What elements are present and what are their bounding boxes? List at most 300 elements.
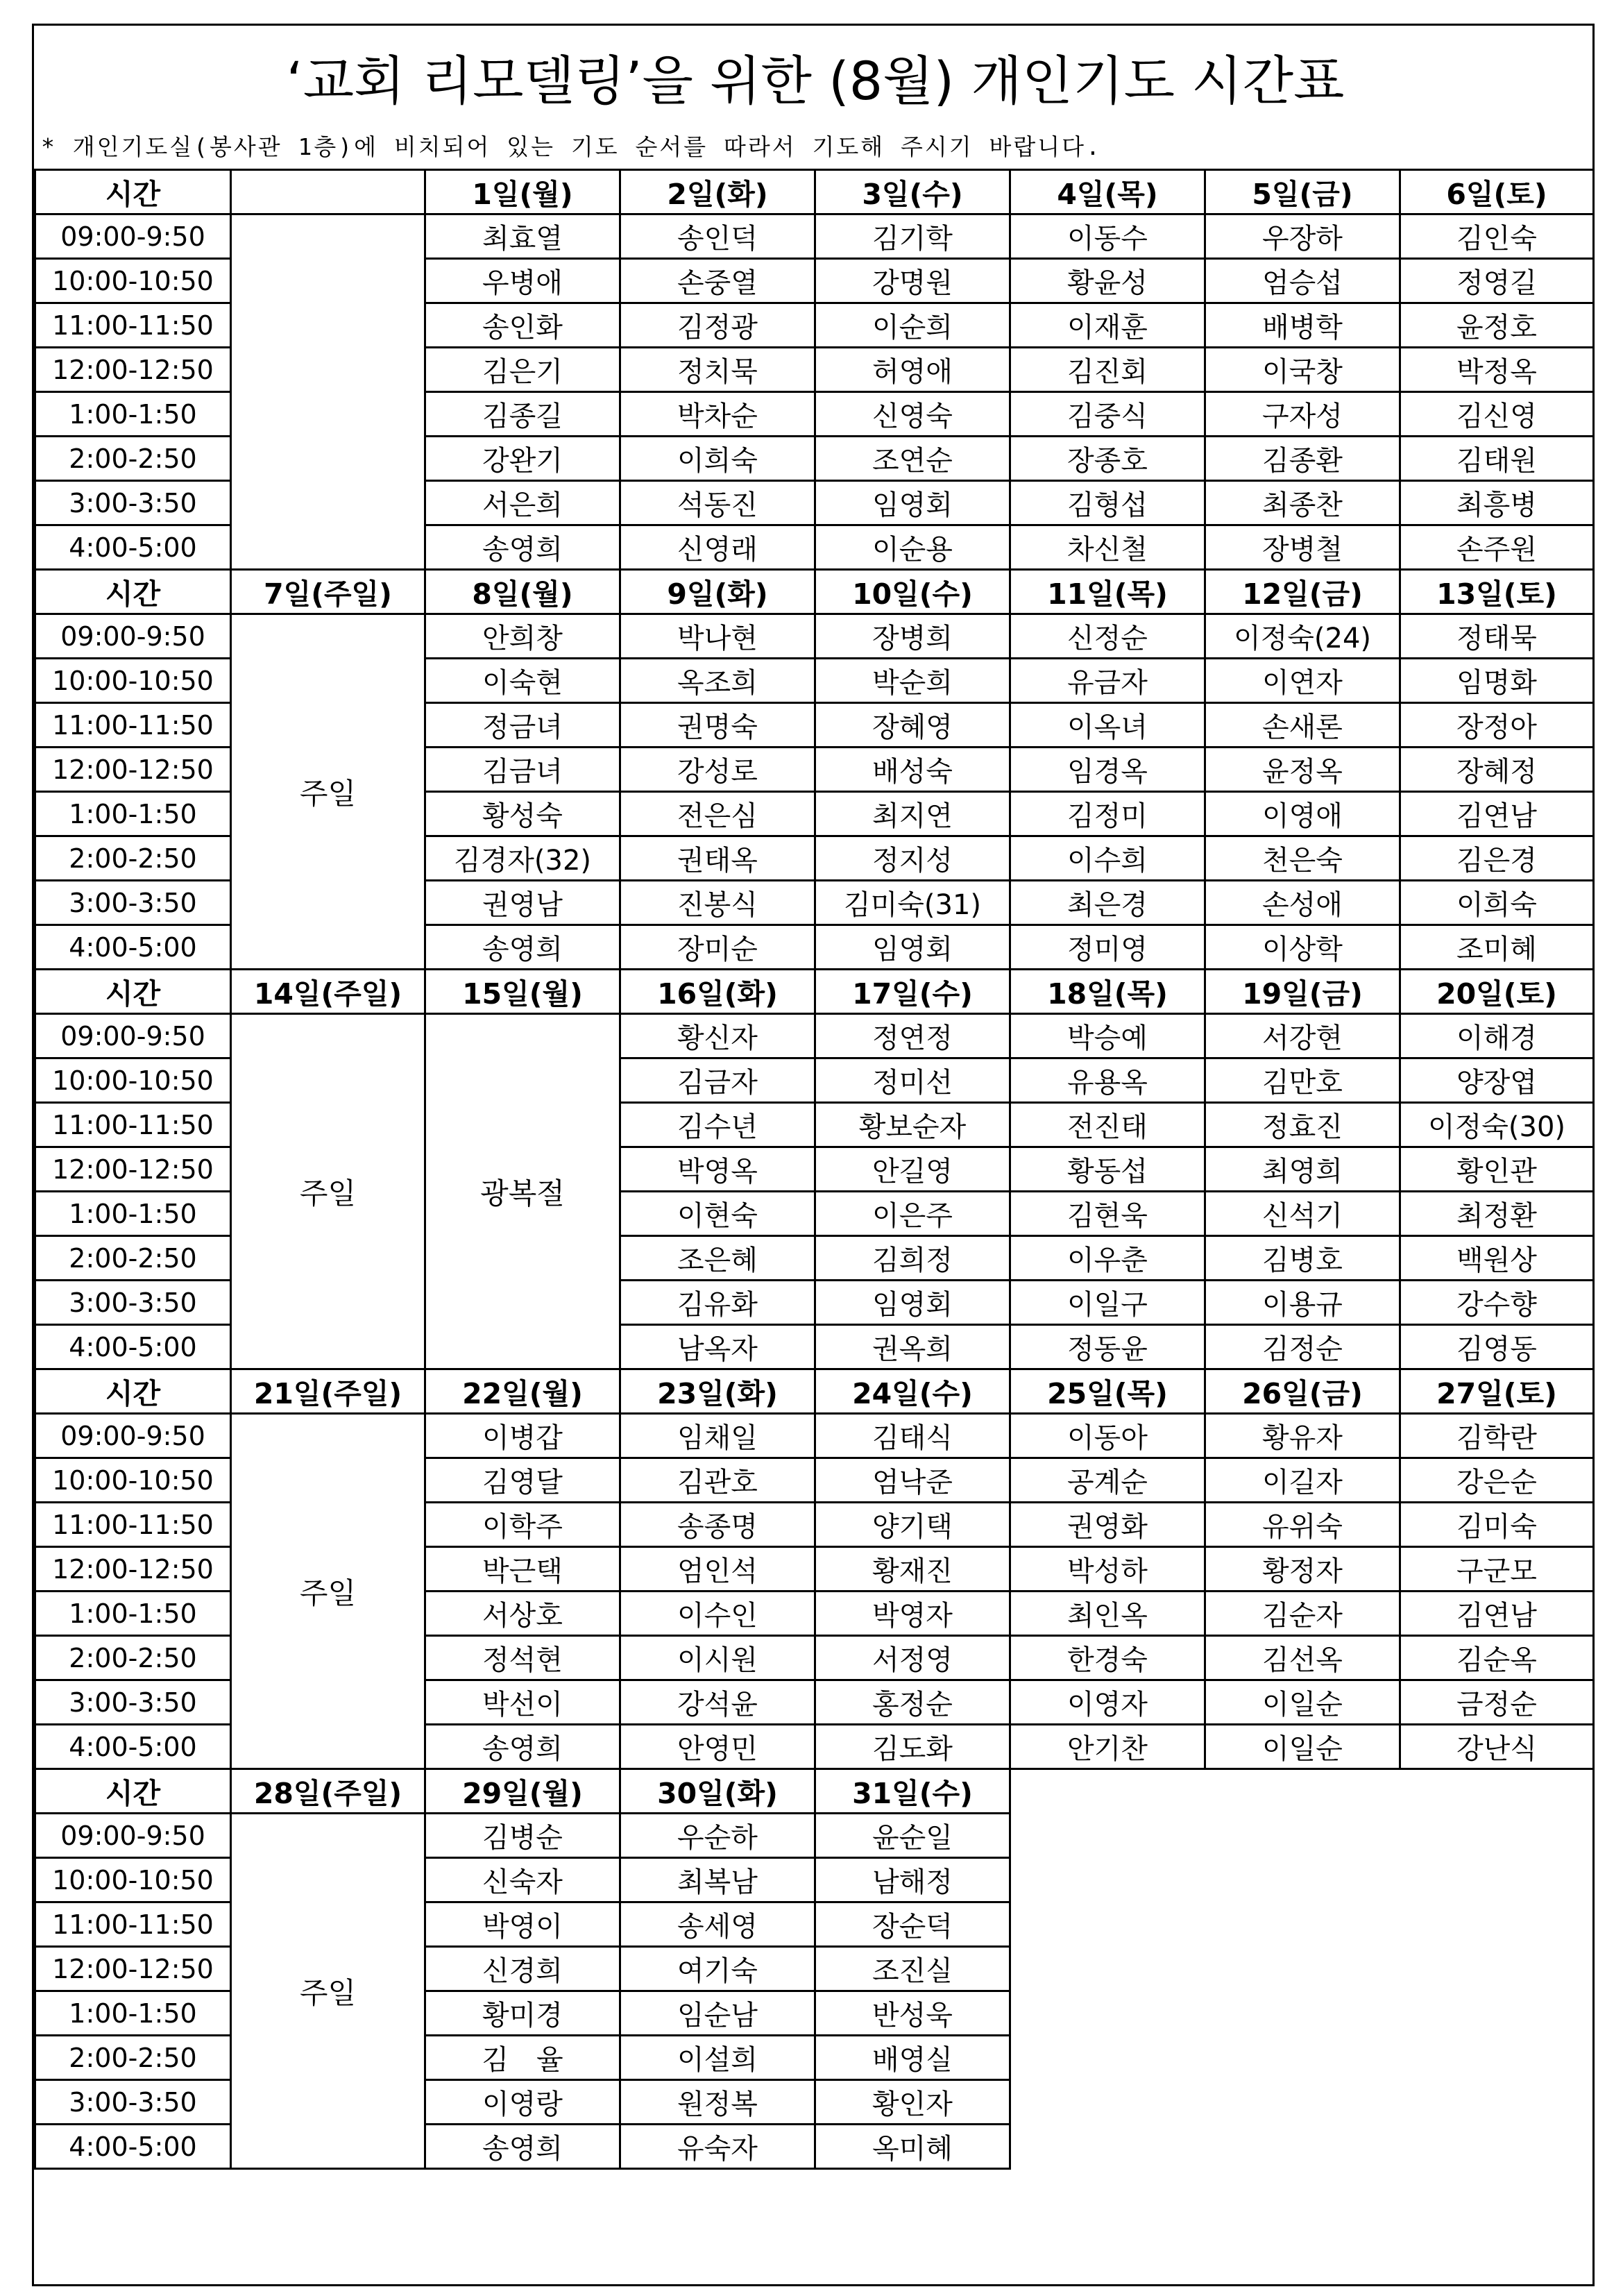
prayer-name-cell: 황성숙 (425, 792, 620, 836)
prayer-name-cell: 김선옥 (1205, 1636, 1400, 1680)
prayer-name-cell: 최지연 (815, 792, 1010, 836)
prayer-name-cell: 이은주 (815, 1192, 1010, 1236)
prayer-name-cell: 김미숙 (1400, 1503, 1594, 1547)
prayer-name-cell: 엄승섭 (1205, 259, 1400, 303)
week-header-row (35, 170, 1594, 214)
time-slot: 3:00-3:50 (35, 1680, 231, 1725)
prayer-name-cell: 김종길 (425, 392, 620, 437)
prayer-name-cell: 김학란 (1400, 1414, 1594, 1458)
prayer-name-cell: 최종찬 (1205, 481, 1400, 525)
prayer-name-cell: 이정숙(24) (1205, 614, 1400, 659)
prayer-name-cell: 송세영 (620, 1902, 815, 1947)
prayer-name-cell: 이연자 (1205, 659, 1400, 703)
time-slot: 12:00-12:50 (35, 348, 231, 392)
prayer-name-cell: 김관호 (620, 1458, 815, 1503)
time-slot: 12:00-12:50 (35, 748, 231, 792)
week-header-row (35, 970, 1594, 1014)
day-header: 20일(토) (1400, 970, 1594, 1014)
prayer-name-cell: 송영희 (425, 925, 620, 970)
day-header: 31일(수) (815, 1769, 1010, 1814)
prayer-name-cell: 정영길 (1400, 259, 1594, 303)
prayer-name-cell: 임경옥 (1010, 748, 1205, 792)
prayer-name-cell: 김순자 (1205, 1592, 1400, 1636)
prayer-name-cell: 김정미 (1010, 792, 1205, 836)
prayer-name-cell: 이일순 (1205, 1680, 1400, 1725)
prayer-name-cell: 황동섭 (1010, 1147, 1205, 1192)
day-header: 25일(목) (1010, 1369, 1205, 1414)
prayer-name-cell: 조연순 (815, 437, 1010, 481)
prayer-name-cell: 여기숙 (620, 1947, 815, 1991)
time-slot: 10:00-10:50 (35, 1058, 231, 1103)
prayer-name-cell: 박순희 (815, 659, 1010, 703)
day-header: 26일(금) (1205, 1369, 1400, 1414)
time-slot: 2:00-2:50 (35, 836, 231, 881)
prayer-name-cell: 안기찬 (1010, 1725, 1205, 1769)
time-slot: 09:00-9:50 (35, 614, 231, 659)
prayer-name-cell: 김순옥 (1400, 1636, 1594, 1680)
prayer-name-cell: 진봉식 (620, 881, 815, 925)
day-header: 1일(월) (425, 170, 620, 214)
time-slot-row (35, 1014, 1594, 1058)
prayer-name-cell: 김병호 (1205, 1236, 1400, 1281)
time-slot: 12:00-12:50 (35, 1147, 231, 1192)
prayer-name-cell: 엄낙준 (815, 1458, 1010, 1503)
prayer-name-cell: 김종환 (1205, 437, 1400, 481)
prayer-name-cell: 박성하 (1010, 1547, 1205, 1592)
prayer-name-cell: 김형섭 (1010, 481, 1205, 525)
day-header: 30일(화) (620, 1769, 815, 1814)
prayer-name-cell: 황인관 (1400, 1147, 1594, 1192)
prayer-name-cell: 강석윤 (620, 1680, 815, 1725)
prayer-name-cell: 배성숙 (815, 748, 1010, 792)
prayer-name-cell: 조진실 (815, 1947, 1010, 1991)
prayer-name-cell: 김현욱 (1010, 1192, 1205, 1236)
prayer-name-cell: 손주원 (1400, 525, 1594, 570)
prayer-name-cell: 윤정옥 (1205, 748, 1400, 792)
prayer-name-cell: 정미선 (815, 1058, 1010, 1103)
prayer-name-cell: 손새론 (1205, 703, 1400, 748)
time-slot: 3:00-3:50 (35, 1281, 231, 1325)
day-header: 17일(수) (815, 970, 1010, 1014)
prayer-name-cell: 옥조희 (620, 659, 815, 703)
prayer-name-cell: 박차순 (620, 392, 815, 437)
day-header: 8일(월) (425, 570, 620, 614)
prayer-name-cell: 장혜정 (1400, 748, 1594, 792)
prayer-name-cell: 김태원 (1400, 437, 1594, 481)
prayer-name-cell: 유용옥 (1010, 1058, 1205, 1103)
prayer-name-cell: 이국창 (1205, 348, 1400, 392)
prayer-name-cell: 황미경 (425, 1991, 620, 2036)
prayer-name-cell: 권명숙 (620, 703, 815, 748)
prayer-name-cell: 김연남 (1400, 792, 1594, 836)
prayer-name-cell: 황유자 (1205, 1414, 1400, 1458)
time-slot: 10:00-10:50 (35, 1858, 231, 1902)
prayer-name-cell: 전진태 (1010, 1103, 1205, 1147)
week-header-row (35, 1369, 1594, 1414)
prayer-name-cell: 이시원 (620, 1636, 815, 1680)
time-slot: 4:00-5:00 (35, 1725, 231, 1769)
time-column-header: 시간 (35, 1769, 231, 1814)
prayer-name-cell: 배영실 (815, 2036, 1010, 2080)
prayer-name-cell: 이용규 (1205, 1281, 1400, 1325)
time-slot: 3:00-3:50 (35, 881, 231, 925)
time-slot: 09:00-9:50 (35, 1414, 231, 1458)
prayer-name-cell: 김수년 (620, 1103, 815, 1147)
time-column-header: 시간 (35, 1369, 231, 1414)
day-header: 2일(화) (620, 170, 815, 214)
prayer-name-cell: 김연남 (1400, 1592, 1594, 1636)
time-slot-row (35, 214, 1594, 259)
prayer-name-cell: 권태옥 (620, 836, 815, 881)
day-header: 11일(목) (1010, 570, 1205, 614)
prayer-name-cell: 정금녀 (425, 703, 620, 748)
prayer-name-cell: 송영희 (425, 525, 620, 570)
prayer-name-cell: 권영남 (425, 881, 620, 925)
prayer-name-cell: 이동아 (1010, 1414, 1205, 1458)
time-slot: 1:00-1:50 (35, 392, 231, 437)
prayer-name-cell: 정치묵 (620, 348, 815, 392)
prayer-name-cell: 박영옥 (620, 1147, 815, 1192)
prayer-name-cell: 박근택 (425, 1547, 620, 1592)
time-slot: 2:00-2:50 (35, 1236, 231, 1281)
day-header: 9일(화) (620, 570, 815, 614)
day-header: 16일(화) (620, 970, 815, 1014)
day-header: 23일(화) (620, 1369, 815, 1414)
prayer-name-cell: 이해경 (1400, 1014, 1594, 1058)
prayer-name-cell: 정효진 (1205, 1103, 1400, 1147)
prayer-name-cell: 황신자 (620, 1014, 815, 1058)
prayer-name-cell: 이동수 (1010, 214, 1205, 259)
prayer-name-cell: 원정복 (620, 2080, 815, 2125)
prayer-name-cell: 이학주 (425, 1503, 620, 1547)
time-slot: 11:00-11:50 (35, 1503, 231, 1547)
time-slot: 09:00-9:50 (35, 1014, 231, 1058)
prayer-name-cell: 서정영 (815, 1636, 1010, 1680)
merged-day-label: 주일 (231, 1014, 425, 1369)
day-header: 21일(주일) (231, 1369, 425, 1414)
day-header: 14일(주일) (231, 970, 425, 1014)
prayer-name-cell: 김만호 (1205, 1058, 1400, 1103)
time-slot: 4:00-5:00 (35, 1325, 231, 1369)
prayer-name-cell: 이영랑 (425, 2080, 620, 2125)
prayer-name-cell: 장병철 (1205, 525, 1400, 570)
prayer-name-cell: 우순하 (620, 1814, 815, 1858)
time-slot: 1:00-1:50 (35, 1991, 231, 2036)
schedule-body (35, 170, 1594, 2169)
prayer-name-cell: 박선이 (425, 1680, 620, 1725)
prayer-name-cell: 강완기 (425, 437, 620, 481)
day-header: 7일(주일) (231, 570, 425, 614)
day-header: 27일(토) (1400, 1369, 1594, 1414)
prayer-name-cell: 임순남 (620, 1991, 815, 2036)
prayer-name-cell: 남해정 (815, 1858, 1010, 1902)
prayer-name-cell: 김영달 (425, 1458, 620, 1503)
prayer-name-cell: 반성욱 (815, 1991, 1010, 2036)
prayer-name-cell: 허영애 (815, 348, 1010, 392)
prayer-name-cell: 배병학 (1205, 303, 1400, 348)
prayer-name-cell: 이영자 (1010, 1680, 1205, 1725)
prayer-name-cell: 양기택 (815, 1503, 1010, 1547)
prayer-name-cell: 이설희 (620, 2036, 815, 2080)
prayer-name-cell: 이일순 (1205, 1725, 1400, 1769)
prayer-name-cell: 금정순 (1400, 1680, 1594, 1725)
prayer-name-cell: 구자성 (1205, 392, 1400, 437)
prayer-name-cell: 장순덕 (815, 1902, 1010, 1947)
prayer-name-cell: 서상호 (425, 1592, 620, 1636)
day-header: 18일(목) (1010, 970, 1205, 1014)
day-header: 15일(월) (425, 970, 620, 1014)
prayer-name-cell: 임영회 (815, 925, 1010, 970)
prayer-name-cell: 임영회 (815, 481, 1010, 525)
prayer-name-cell: 강성로 (620, 748, 815, 792)
prayer-name-cell: 박정옥 (1400, 348, 1594, 392)
time-slot: 3:00-3:50 (35, 481, 231, 525)
prayer-name-cell: 최복남 (620, 1858, 815, 1902)
prayer-name-cell: 권영화 (1010, 1503, 1205, 1547)
prayer-name-cell: 장혜영 (815, 703, 1010, 748)
prayer-name-cell: 남옥자 (620, 1325, 815, 1369)
time-slot-row (35, 1414, 1594, 1458)
prayer-name-cell: 정동윤 (1010, 1325, 1205, 1369)
prayer-name-cell: 신경희 (425, 1947, 620, 1991)
empty-area (1010, 1769, 1594, 2169)
prayer-name-cell: 황재진 (815, 1547, 1010, 1592)
prayer-name-cell: 공계순 (1010, 1458, 1205, 1503)
prayer-name-cell: 신석기 (1205, 1192, 1400, 1236)
day-header: 6일(토) (1400, 170, 1594, 214)
prayer-name-cell: 김희정 (815, 1236, 1010, 1281)
prayer-name-cell: 강은순 (1400, 1458, 1594, 1503)
prayer-name-cell: 임채일 (620, 1414, 815, 1458)
prayer-name-cell: 임명화 (1400, 659, 1594, 703)
time-slot: 1:00-1:50 (35, 1592, 231, 1636)
prayer-name-cell: 엄인석 (620, 1547, 815, 1592)
prayer-name-cell: 정연정 (815, 1014, 1010, 1058)
prayer-name-cell: 이수희 (1010, 836, 1205, 881)
prayer-name-cell: 김도화 (815, 1725, 1010, 1769)
prayer-name-cell: 유위숙 (1205, 1503, 1400, 1547)
prayer-name-cell: 전은심 (620, 792, 815, 836)
prayer-name-cell: 김정광 (620, 303, 815, 348)
prayer-name-cell: 정석현 (425, 1636, 620, 1680)
prayer-name-cell: 이일구 (1010, 1281, 1205, 1325)
prayer-name-cell: 신영숙 (815, 392, 1010, 437)
prayer-name-cell: 황정자 (1205, 1547, 1400, 1592)
prayer-name-cell: 김중식 (1010, 392, 1205, 437)
page-title: ‘교회 리모델링’을 위한 (8월) 개인기도 시간표 (286, 50, 1345, 112)
prayer-name-cell: 홍정순 (815, 1680, 1010, 1725)
prayer-name-cell: 이수인 (620, 1592, 815, 1636)
time-slot: 12:00-12:50 (35, 1547, 231, 1592)
time-slot: 3:00-3:50 (35, 2080, 231, 2125)
prayer-name-cell: 이정숙(30) (1400, 1103, 1594, 1147)
prayer-name-cell: 유금자 (1010, 659, 1205, 703)
prayer-name-cell: 박승예 (1010, 1014, 1205, 1058)
time-column-header: 시간 (35, 170, 231, 214)
prayer-name-cell: 천은숙 (1205, 836, 1400, 881)
prayer-name-cell: 이재훈 (1010, 303, 1205, 348)
time-slot-row (35, 614, 1594, 659)
prayer-name-cell: 김금자 (620, 1058, 815, 1103)
day-header: 29일(월) (425, 1769, 620, 1814)
prayer-name-cell: 조미혜 (1400, 925, 1594, 970)
prayer-name-cell: 이순용 (815, 525, 1010, 570)
prayer-name-cell: 양장엽 (1400, 1058, 1594, 1103)
day-header: 19일(금) (1205, 970, 1400, 1014)
prayer-name-cell: 이희숙 (620, 437, 815, 481)
day-header: 5일(금) (1205, 170, 1400, 214)
time-slot: 12:00-12:50 (35, 1947, 231, 1991)
week-header-row (35, 1769, 1594, 1814)
prayer-name-cell: 강수향 (1400, 1281, 1594, 1325)
prayer-name-cell: 최은경 (1010, 881, 1205, 925)
prayer-name-cell: 김은경 (1400, 836, 1594, 881)
prayer-name-cell: 백원상 (1400, 1236, 1594, 1281)
prayer-name-cell: 안길영 (815, 1147, 1010, 1192)
prayer-name-cell: 송영희 (425, 1725, 620, 1769)
prayer-name-cell: 이영애 (1205, 792, 1400, 836)
prayer-name-cell: 장병희 (815, 614, 1010, 659)
prayer-name-cell: 송인화 (425, 303, 620, 348)
day-header: 13일(토) (1400, 570, 1594, 614)
prayer-name-cell: 구군모 (1400, 1547, 1594, 1592)
day-header: 4일(목) (1010, 170, 1205, 214)
prayer-name-cell: 이숙현 (425, 659, 620, 703)
prayer-name-cell: 서강현 (1205, 1014, 1400, 1058)
prayer-name-cell: 권옥희 (815, 1325, 1010, 1369)
prayer-name-cell: 김정순 (1205, 1325, 1400, 1369)
time-slot: 2:00-2:50 (35, 1636, 231, 1680)
prayer-name-cell: 정태묵 (1400, 614, 1594, 659)
prayer-name-cell: 이상학 (1205, 925, 1400, 970)
merged-day-label: 광복절 (425, 1014, 620, 1369)
prayer-schedule-table (34, 169, 1595, 2170)
merged-empty-cell (231, 214, 425, 570)
time-slot: 11:00-11:50 (35, 303, 231, 348)
prayer-name-cell: 안영민 (620, 1725, 815, 1769)
prayer-name-cell: 김태식 (815, 1414, 1010, 1458)
prayer-name-cell: 유숙자 (620, 2125, 815, 2169)
prayer-name-cell: 최정환 (1400, 1192, 1594, 1236)
time-slot: 4:00-5:00 (35, 2125, 231, 2169)
instruction-note: * 개인기도실(봉사관 1층)에 비치되어 있는 기도 순서를 따라서 기도해 주시기 바랍니다. (41, 133, 1102, 160)
prayer-name-cell: 김영동 (1400, 1325, 1594, 1369)
time-slot: 1:00-1:50 (35, 792, 231, 836)
prayer-name-cell: 한경숙 (1010, 1636, 1205, 1680)
time-column-header: 시간 (35, 970, 231, 1014)
time-slot: 09:00-9:50 (35, 1814, 231, 1858)
prayer-name-cell: 이순희 (815, 303, 1010, 348)
prayer-name-cell: 김경자(32) (425, 836, 620, 881)
prayer-name-cell: 김병순 (425, 1814, 620, 1858)
time-slot: 11:00-11:50 (35, 1103, 231, 1147)
prayer-name-cell: 박영자 (815, 1592, 1010, 1636)
prayer-name-cell: 윤정호 (1400, 303, 1594, 348)
prayer-name-cell: 송인덕 (620, 214, 815, 259)
time-slot: 11:00-11:50 (35, 703, 231, 748)
time-slot: 09:00-9:50 (35, 214, 231, 259)
prayer-name-cell: 김금녀 (425, 748, 620, 792)
day-header: 28일(주일) (231, 1769, 425, 1814)
time-slot: 11:00-11:50 (35, 1902, 231, 1947)
day-header: 24일(수) (815, 1369, 1010, 1414)
schedule-page (32, 24, 1595, 2286)
prayer-name-cell: 손중열 (620, 259, 815, 303)
prayer-name-cell: 장미순 (620, 925, 815, 970)
time-slot: 10:00-10:50 (35, 1458, 231, 1503)
prayer-name-cell: 이옥녀 (1010, 703, 1205, 748)
prayer-name-cell: 서은희 (425, 481, 620, 525)
day-header: 10일(수) (815, 570, 1010, 614)
prayer-name-cell: 강명원 (815, 259, 1010, 303)
prayer-name-cell: 강난식 (1400, 1725, 1594, 1769)
merged-day-label: 주일 (231, 1414, 425, 1769)
time-slot: 2:00-2:50 (35, 2036, 231, 2080)
prayer-name-cell: 황윤성 (1010, 259, 1205, 303)
prayer-name-cell: 옥미혜 (815, 2125, 1010, 2169)
prayer-name-cell: 최효열 (425, 214, 620, 259)
prayer-name-cell: 김은기 (425, 348, 620, 392)
prayer-name-cell: 이우춘 (1010, 1236, 1205, 1281)
prayer-name-cell: 김신영 (1400, 392, 1594, 437)
prayer-name-cell: 손성애 (1205, 881, 1400, 925)
prayer-name-cell: 윤순일 (815, 1814, 1010, 1858)
prayer-name-cell: 신정순 (1010, 614, 1205, 659)
time-slot: 4:00-5:00 (35, 525, 231, 570)
prayer-name-cell: 신숙자 (425, 1858, 620, 1902)
day-header: 12일(금) (1205, 570, 1400, 614)
time-slot: 2:00-2:50 (35, 437, 231, 481)
time-slot: 10:00-10:50 (35, 659, 231, 703)
prayer-name-cell: 황인자 (815, 2080, 1010, 2125)
prayer-name-cell: 박나현 (620, 614, 815, 659)
prayer-name-cell: 김 율 (425, 2036, 620, 2080)
prayer-name-cell: 이현숙 (620, 1192, 815, 1236)
prayer-name-cell: 임영회 (815, 1281, 1010, 1325)
prayer-name-cell: 최흥병 (1400, 481, 1594, 525)
prayer-name-cell: 최영희 (1205, 1147, 1400, 1192)
prayer-name-cell: 우병애 (425, 259, 620, 303)
prayer-name-cell: 우장하 (1205, 214, 1400, 259)
prayer-name-cell: 정지성 (815, 836, 1010, 881)
prayer-name-cell: 송영희 (425, 2125, 620, 2169)
day-header: 3일(수) (815, 170, 1010, 214)
prayer-name-cell: 이길자 (1205, 1458, 1400, 1503)
time-slot: 10:00-10:50 (35, 259, 231, 303)
time-slot: 1:00-1:50 (35, 1192, 231, 1236)
prayer-name-cell: 장정아 (1400, 703, 1594, 748)
prayer-name-cell: 장종호 (1010, 437, 1205, 481)
prayer-name-cell: 석동진 (620, 481, 815, 525)
prayer-name-cell: 박영이 (425, 1902, 620, 1947)
prayer-name-cell: 이희숙 (1400, 881, 1594, 925)
prayer-name-cell: 김인숙 (1400, 214, 1594, 259)
prayer-name-cell: 김진회 (1010, 348, 1205, 392)
time-column-header: 시간 (35, 570, 231, 614)
merged-day-label: 주일 (231, 614, 425, 970)
day-header: 22일(월) (425, 1369, 620, 1414)
prayer-name-cell: 송종명 (620, 1503, 815, 1547)
prayer-name-cell: 조은혜 (620, 1236, 815, 1281)
prayer-name-cell: 차신철 (1010, 525, 1205, 570)
time-slot: 4:00-5:00 (35, 925, 231, 970)
prayer-name-cell: 이병갑 (425, 1414, 620, 1458)
prayer-name-cell: 황보순자 (815, 1103, 1010, 1147)
week-header-row (35, 570, 1594, 614)
prayer-name-cell: 안희창 (425, 614, 620, 659)
prayer-name-cell: 신영래 (620, 525, 815, 570)
prayer-name-cell: 김미숙(31) (815, 881, 1010, 925)
